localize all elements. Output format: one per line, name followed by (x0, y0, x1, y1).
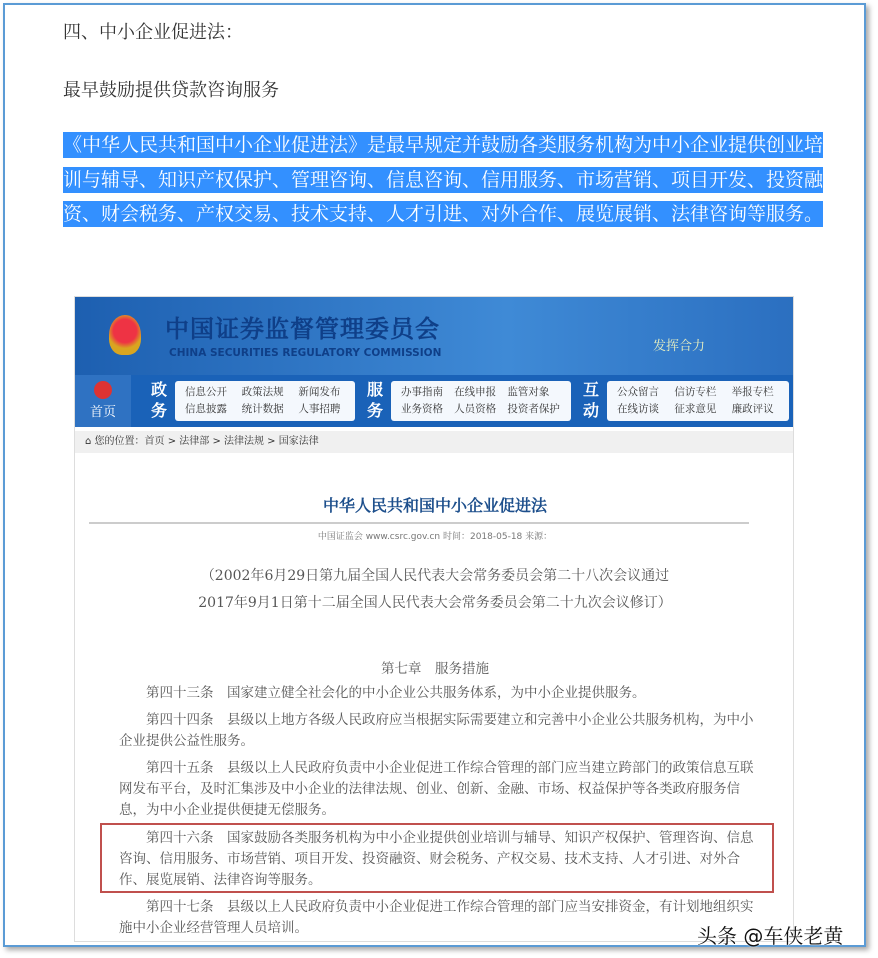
nav-link[interactable]: 在线访谈 (617, 403, 659, 415)
nav-link[interactable]: 投资者保护 (507, 403, 560, 415)
nav-link[interactable]: 公众留言 (617, 386, 659, 398)
nav-link[interactable]: 信访专栏 (674, 386, 717, 398)
article-clause: 第四十五条 县级以上人民政府负责中小企业促进工作综合管理的部门应当建立跨部门的政策信息互联网发布平台，及时汇集涉及中小企业的法律法规、创业、创新、金融、市场、权益保护等各类政府服务信息，为中小企业提供便捷无偿服务。 (119, 760, 754, 818)
article-clause: 第四十七条 县级以上人民政府负责中小企业促进工作综合管理的部门应当安排资金，有计划地组织实施中小企业经营管理人员培训。 (119, 899, 754, 936)
nav-link[interactable]: 人员资格 (454, 403, 497, 415)
nav-link[interactable]: 政策法规 (241, 386, 284, 398)
nav-link[interactable]: 业务资格 (401, 403, 443, 415)
nav-link[interactable]: 在线申报 (454, 386, 497, 398)
nav-link[interactable]: 信息披露 (185, 403, 227, 415)
highlighted-paragraph[interactable] (63, 128, 823, 232)
nav-section-label: 服务 (367, 380, 384, 420)
nav-links-box (607, 381, 789, 421)
breadcrumb (75, 431, 794, 453)
note-line: 2017年9月1日第十二届全国人民代表大会常务委员会第二十九次会议修订） (198, 595, 672, 611)
national-emblem-icon (109, 315, 141, 355)
emblem-icon (94, 381, 112, 399)
embedded-screenshot (74, 296, 794, 942)
nav-link[interactable]: 监管对象 (507, 386, 550, 398)
slogan: 发挥合力 (653, 339, 706, 354)
section-heading: 四、中小企业促进法： (63, 22, 243, 43)
nav-home[interactable] (75, 375, 131, 427)
site-nav (75, 375, 794, 427)
nav-section-label: 互动 (583, 380, 600, 420)
site-name-en: CHINA SECURITIES REGULATORY COMMISSION (169, 347, 442, 359)
subheading: 最早鼓励提供贷款咨询服务 (63, 80, 279, 101)
article-meta: 中国证监会 www.csrc.gov.cn 时间：2018-05-18 来源： (317, 532, 553, 542)
nav-link[interactable]: 新闻发布 (298, 386, 341, 398)
home-label: 首页 (89, 405, 116, 420)
nav-link[interactable]: 统计数据 (241, 403, 284, 415)
nav-links-box (391, 381, 571, 421)
chapter-title: 第七章 服务措施 (381, 661, 489, 677)
selected-text: 《中华人民共和国中小企业促进法》是最早规定并鼓励各类服务机构为中小企业提供创业培训与辅导、知识产权保护、管理咨询、信息咨询、信用服务、市场营销、项目开发、投资融资、财会税务、产权交易、技术支持、人才引进、对外合作、展览展销、法律咨询等服务。 (63, 134, 824, 225)
site-banner (75, 297, 794, 375)
nav-link[interactable]: 举报专栏 (731, 386, 774, 398)
nav-link[interactable]: 办事指南 (401, 386, 443, 398)
nav-link[interactable]: 信息公开 (185, 386, 227, 398)
article-title: 中华人民共和国中小企业促进法 (322, 496, 547, 515)
article-note (75, 563, 794, 617)
nav-link[interactable]: 人事招聘 (298, 403, 341, 415)
breadcrumb-text: 您的位置：首页 > 法律部 > 法律法规 > 国家法律 (94, 436, 319, 447)
article-clause: 第四十四条 县级以上地方各级人民政府应当根据实际需要建立和完善中小企业公共服务机构，为中小企业提供公益性服务。 (119, 712, 754, 749)
nav-link[interactable]: 廉政评议 (731, 403, 774, 415)
nav-link[interactable]: 征求意见 (674, 403, 717, 415)
nav-links-box (175, 381, 355, 421)
home-icon: ⌂ (85, 436, 95, 447)
divider (89, 522, 749, 524)
site-name-cn: 中国证券监督管理委员会 (165, 315, 440, 343)
article-clause: 第四十六条 国家鼓励各类服务机构为中小企业提供创业培训与辅导、知识产权保护、管理咨询、信息咨询、信用服务、市场营销、项目开发、投资融资、财会税务、产权交易、技术支持、人才引进、对外合作、展览展销、法律咨询等服务。 (119, 830, 754, 888)
highlight-box (100, 823, 774, 893)
article-clause: 第四十三条 国家建立健全社会化的中小企业公共服务体系，为中小企业提供服务。 (146, 685, 646, 701)
watermark: 头条 @车侠老黄 (697, 924, 844, 948)
nav-section-label: 政务 (151, 380, 168, 420)
note-line: （2002年6月29日第九届全国人民代表大会常务委员会第二十八次会议通过 (200, 568, 670, 584)
